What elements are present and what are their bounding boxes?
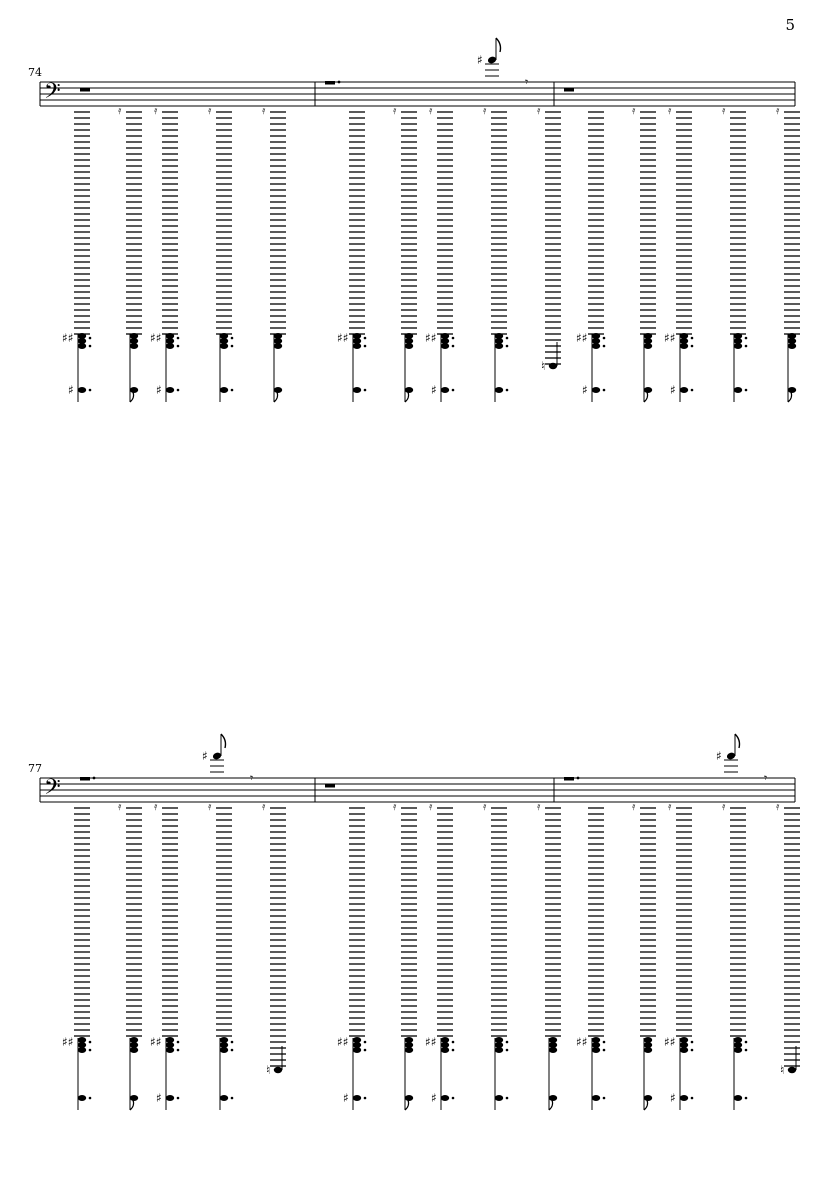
- note-flag: [496, 38, 501, 52]
- bass-note-head: [274, 387, 282, 393]
- dot: [177, 1097, 180, 1100]
- dot: [231, 345, 234, 348]
- dotted-half-rest: [80, 777, 90, 781]
- bass-note-head: [405, 387, 413, 393]
- note-head: [788, 1067, 796, 1073]
- sharp-icon: ♯♯: [425, 1035, 437, 1049]
- note-flag: [644, 1100, 648, 1110]
- bass-note-head: [734, 1095, 742, 1101]
- sharp-icon: ♯♯: [150, 331, 162, 345]
- dot: [603, 1049, 606, 1052]
- sharp-icon: ♯: [582, 383, 588, 397]
- sixteenth-rest-icon: 𝄿: [668, 800, 672, 813]
- sixteenth-rest-icon: 𝄿: [154, 800, 158, 813]
- bass-note-head: [130, 387, 138, 393]
- measure-number-system-2: 77: [28, 762, 42, 775]
- bass-note-head: [353, 1095, 361, 1101]
- dot: [506, 389, 509, 392]
- dot: [452, 345, 455, 348]
- sixteenth-rest-icon: 𝄿: [262, 104, 266, 117]
- bass-note-head: [166, 1095, 174, 1101]
- whole-rest: [325, 784, 335, 788]
- note-flag: [549, 1100, 553, 1110]
- whole-rest: [564, 88, 574, 92]
- bass-note-head: [592, 1095, 600, 1101]
- sharp-icon: ♯♯: [576, 331, 588, 345]
- dot: [231, 1041, 234, 1044]
- chord-note-head: [495, 343, 503, 349]
- chord-note-head: [405, 1047, 413, 1053]
- sharp-icon: ♯♯: [62, 1035, 74, 1049]
- dot: [603, 337, 606, 340]
- sixteenth-rest-icon: 𝄿: [537, 104, 541, 117]
- rest-dot: [338, 81, 341, 84]
- dot: [89, 1097, 92, 1100]
- page-number: 5: [785, 16, 795, 34]
- dot: [231, 389, 234, 392]
- chord-note-head: [592, 1047, 600, 1053]
- sixteenth-rest-icon: 𝄿: [632, 104, 636, 117]
- note-flag: [221, 734, 226, 748]
- dot: [452, 1041, 455, 1044]
- dot: [231, 1097, 234, 1100]
- sixteenth-rest-icon: 𝄿: [722, 104, 726, 117]
- staff-system-2: [0, 696, 835, 1181]
- chord-note-head: [405, 343, 413, 349]
- dot: [452, 1097, 455, 1100]
- dot: [177, 1049, 180, 1052]
- note-flag: [405, 392, 409, 402]
- bass-note-head: [644, 1095, 652, 1101]
- sixteenth-rest-icon: 𝄿: [668, 104, 672, 117]
- chord-note-head: [592, 343, 600, 349]
- dot: [452, 337, 455, 340]
- chord-note-head: [495, 1047, 503, 1053]
- chord-note-head: [441, 1047, 449, 1053]
- chord-note-head: [549, 1047, 557, 1053]
- sixteenth-rest-icon: 𝄿: [393, 104, 397, 117]
- chord-note-head: [734, 1047, 742, 1053]
- rest-dot: [93, 777, 96, 780]
- rest-dot: [577, 777, 580, 780]
- dot: [89, 389, 92, 392]
- chord-note-head: [166, 1047, 174, 1053]
- bass-note-head: [644, 387, 652, 393]
- sharp-icon: ♯♯: [62, 331, 74, 345]
- natural-icon: ♮: [780, 1063, 785, 1077]
- whole-rest: [80, 88, 90, 92]
- chord-note-head: [130, 343, 138, 349]
- sixteenth-rest-icon: 𝄿: [118, 104, 122, 117]
- sharp-icon: ♯: [670, 383, 676, 397]
- bass-note-head: [220, 1095, 228, 1101]
- dot: [89, 345, 92, 348]
- chord-note-head: [680, 1047, 688, 1053]
- measure-number-system-1: 74: [28, 66, 42, 79]
- dot: [691, 1049, 694, 1052]
- bass-note-head: [166, 387, 174, 393]
- sixteenth-rest-icon: 𝄿: [154, 104, 158, 117]
- sharp-icon: ♯♯: [337, 1035, 349, 1049]
- note-flag: [130, 1100, 134, 1110]
- sixteenth-rest-icon: 𝄿: [393, 800, 397, 813]
- dot: [89, 1049, 92, 1052]
- dot: [364, 337, 367, 340]
- chord-note-head: [644, 343, 652, 349]
- bass-note-head: [78, 387, 86, 393]
- sixteenth-rest-icon: 𝄿: [262, 800, 266, 813]
- bass-note-head: [220, 387, 228, 393]
- bass-note-head: [592, 387, 600, 393]
- dotted-half-rest: [325, 81, 335, 85]
- chord-note-head: [353, 1047, 361, 1053]
- dot: [745, 1041, 748, 1044]
- dot: [691, 1041, 694, 1044]
- sixteenth-rest-icon: 𝄿: [632, 800, 636, 813]
- bass-note-head: [405, 1095, 413, 1101]
- chord-note-head: [644, 1047, 652, 1053]
- bass-note-head: [495, 387, 503, 393]
- note-head: [549, 363, 557, 369]
- bass-clef-icon: 𝄢: [44, 79, 61, 109]
- dot: [506, 345, 509, 348]
- dot: [603, 1041, 606, 1044]
- dot: [506, 337, 509, 340]
- dot: [691, 337, 694, 340]
- sharp-icon: ♯♯: [576, 1035, 588, 1049]
- sharp-icon: ♯: [68, 383, 74, 397]
- bass-note-head: [130, 1095, 138, 1101]
- dot: [177, 337, 180, 340]
- dot: [364, 1049, 367, 1052]
- bass-clef-icon: 𝄢: [44, 775, 61, 805]
- dot: [177, 389, 180, 392]
- chord-note-head: [734, 343, 742, 349]
- dot: [506, 1041, 509, 1044]
- sixteenth-rest-icon: 𝄿: [483, 104, 487, 117]
- dot: [452, 389, 455, 392]
- dot: [364, 1097, 367, 1100]
- sixteenth-rest-icon: 𝄿: [429, 800, 433, 813]
- sixteenth-rest-icon: 𝄿: [429, 104, 433, 117]
- dot: [231, 1049, 234, 1052]
- note-flag: [405, 1100, 409, 1110]
- sixteenth-rest-icon: 𝄿: [208, 800, 212, 813]
- bass-note-head: [353, 387, 361, 393]
- bass-note-head: [680, 387, 688, 393]
- dot: [745, 389, 748, 392]
- dot: [231, 337, 234, 340]
- sixteenth-rest-icon: 𝄿: [776, 104, 780, 117]
- sixteenth-rest-icon: 𝄿: [208, 104, 212, 117]
- dotted-half-rest: [564, 777, 574, 781]
- bass-note-head: [495, 1095, 503, 1101]
- dot: [745, 1049, 748, 1052]
- sharp-icon: ♯♯: [425, 331, 437, 345]
- dot: [89, 337, 92, 340]
- sharp-icon: ♯: [477, 53, 483, 67]
- bass-note-head: [788, 387, 796, 393]
- sharp-icon: ♯: [156, 1091, 162, 1105]
- dot: [364, 345, 367, 348]
- sharp-icon: ♯♯: [337, 331, 349, 345]
- dot: [745, 1097, 748, 1100]
- chord-note-head: [78, 343, 86, 349]
- dot: [506, 1049, 509, 1052]
- bass-note-head: [549, 1095, 557, 1101]
- sharp-icon: ♯♯: [664, 331, 676, 345]
- note-head: [274, 1067, 282, 1073]
- sharp-icon: ♯: [202, 749, 208, 763]
- chord-note-head: [220, 343, 228, 349]
- natural-icon: ♮: [541, 359, 546, 373]
- sharp-icon: ♯♯: [150, 1035, 162, 1049]
- note-flag: [644, 392, 648, 402]
- dot: [452, 1049, 455, 1052]
- bass-note-head: [734, 387, 742, 393]
- sharp-icon: ♯: [431, 1091, 437, 1105]
- dot: [691, 1097, 694, 1100]
- dot: [177, 1041, 180, 1044]
- chord-note-head: [353, 343, 361, 349]
- bass-note-head: [441, 387, 449, 393]
- sixteenth-rest-icon: 𝄿: [776, 800, 780, 813]
- dot: [691, 389, 694, 392]
- dot: [691, 345, 694, 348]
- note-flag: [735, 734, 740, 748]
- bass-note-head: [441, 1095, 449, 1101]
- chord-note-head: [788, 343, 796, 349]
- natural-icon: ♮: [266, 1063, 271, 1077]
- sharp-icon: ♯: [716, 749, 722, 763]
- dot: [364, 389, 367, 392]
- eighth-rest-icon: 𝄾: [764, 771, 768, 785]
- note-flag: [788, 392, 792, 402]
- sharp-icon: ♯♯: [664, 1035, 676, 1049]
- note-flag: [274, 392, 278, 402]
- dot: [364, 1041, 367, 1044]
- chord-note-head: [441, 343, 449, 349]
- sixteenth-rest-icon: 𝄿: [483, 800, 487, 813]
- sharp-icon: ♯: [343, 1091, 349, 1105]
- dot: [745, 345, 748, 348]
- bass-note-head: [680, 1095, 688, 1101]
- chord-note-head: [130, 1047, 138, 1053]
- dot: [89, 1041, 92, 1044]
- sixteenth-rest-icon: 𝄿: [537, 800, 541, 813]
- note-flag: [130, 392, 134, 402]
- staff-system-1: [0, 0, 835, 430]
- sharp-icon: ♯: [670, 1091, 676, 1105]
- bass-note-head: [78, 1095, 86, 1101]
- sharp-icon: ♯: [156, 383, 162, 397]
- chord-note-head: [220, 1047, 228, 1053]
- dot: [745, 337, 748, 340]
- eighth-rest-icon: 𝄾: [250, 771, 254, 785]
- chord-note-head: [274, 343, 282, 349]
- dot: [603, 1097, 606, 1100]
- chord-note-head: [680, 343, 688, 349]
- sixteenth-rest-icon: 𝄿: [118, 800, 122, 813]
- dot: [506, 1097, 509, 1100]
- eighth-rest-icon: 𝄾: [525, 75, 529, 89]
- chord-note-head: [166, 343, 174, 349]
- sixteenth-rest-icon: 𝄿: [722, 800, 726, 813]
- dot: [603, 389, 606, 392]
- chord-note-head: [78, 1047, 86, 1053]
- sharp-icon: ♯: [431, 383, 437, 397]
- dot: [177, 345, 180, 348]
- dot: [603, 345, 606, 348]
